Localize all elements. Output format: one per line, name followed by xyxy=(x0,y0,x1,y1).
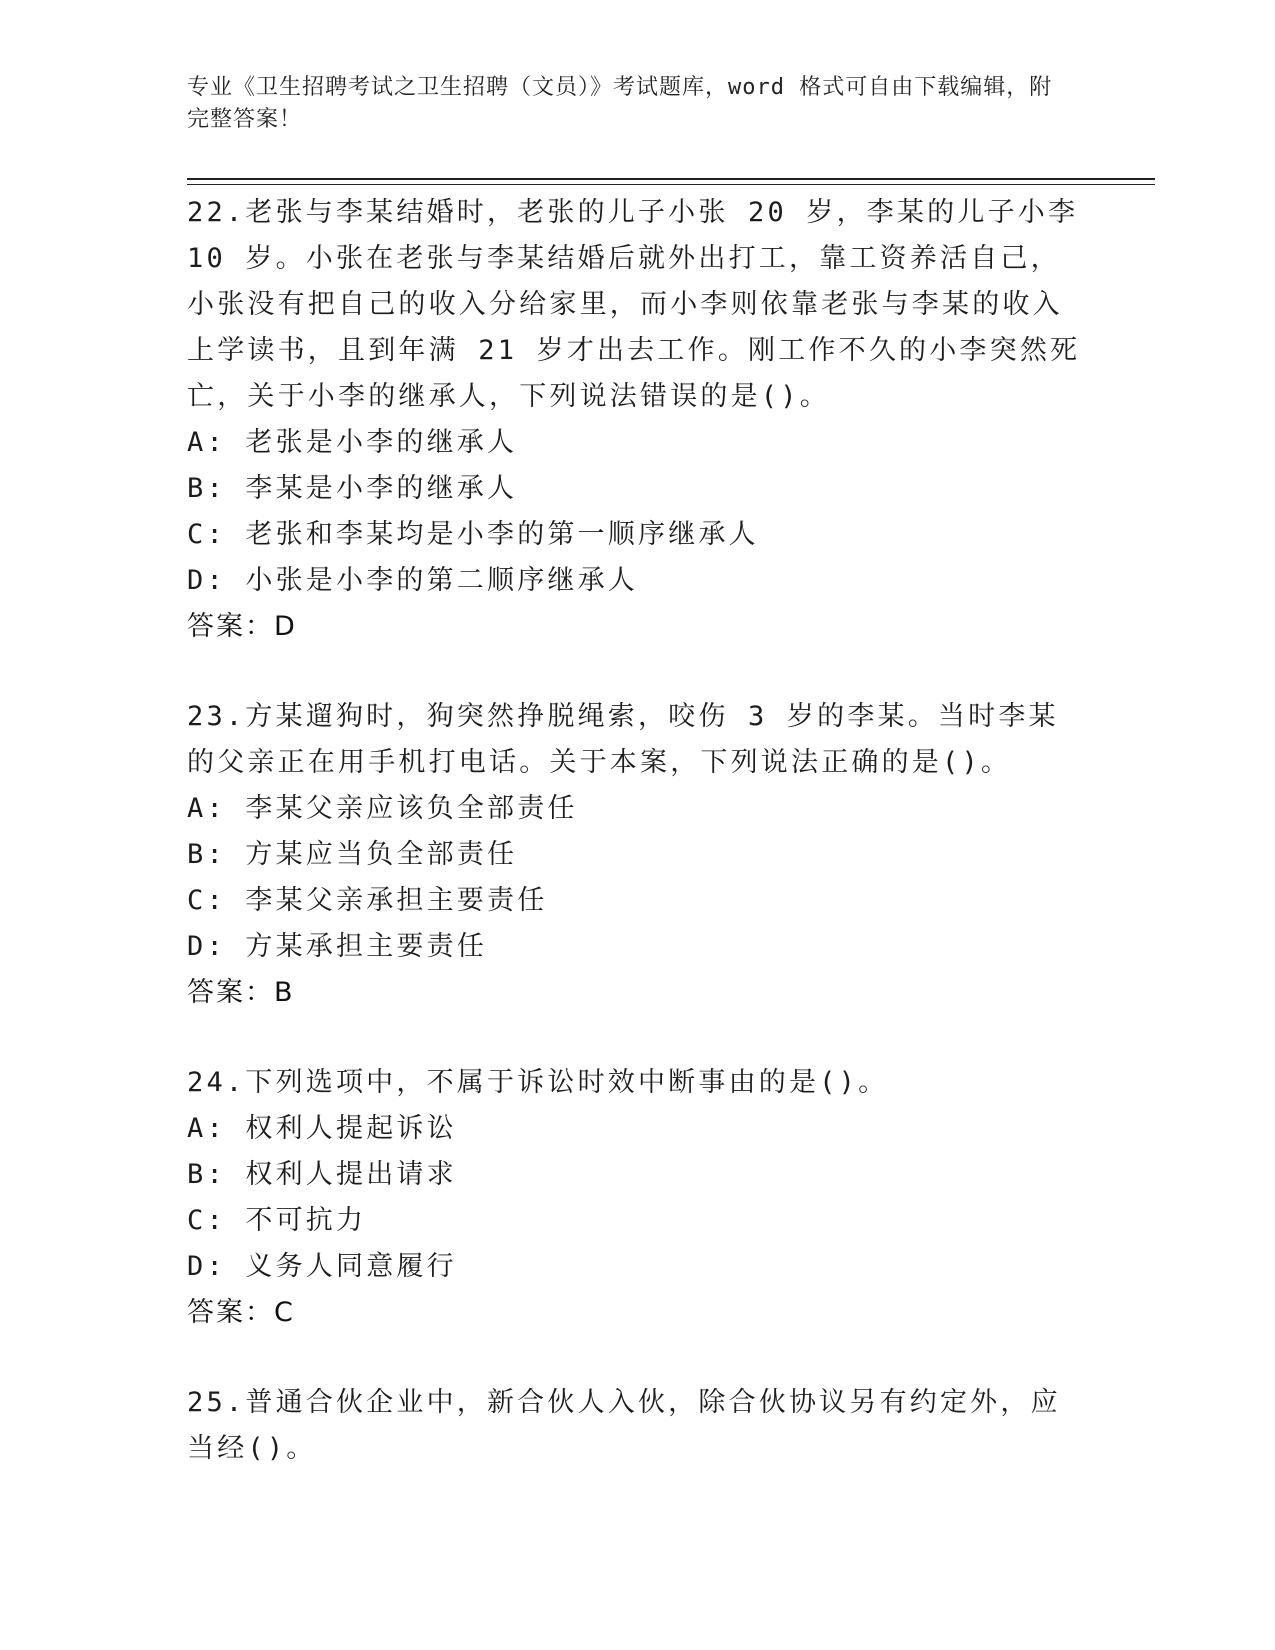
option-text: 方某应当负全部责任 xyxy=(245,839,518,870)
option-text: 不可抗力 xyxy=(245,1205,367,1236)
option-key: C: xyxy=(187,885,226,916)
option-text: 权利人提出请求 xyxy=(245,1159,457,1190)
question-stem: 24.下列选项中，不属于诉讼时效中断事由的是()。 xyxy=(187,1067,889,1098)
answer-line: 答案：C xyxy=(187,1297,295,1328)
option-d xyxy=(187,558,1087,604)
option-key: A: xyxy=(187,1113,226,1144)
option-c xyxy=(187,512,1087,558)
option-d xyxy=(187,924,1087,970)
option-text: 老张是小李的继承人 xyxy=(245,427,518,458)
option-text: 李某父亲承担主要责任 xyxy=(245,885,548,916)
option-key: D: xyxy=(187,1251,226,1282)
option-text: 权利人提起诉讼 xyxy=(245,1113,457,1144)
option-key: A: xyxy=(187,793,226,824)
question-24 xyxy=(187,1060,1087,1336)
option-c xyxy=(187,878,1087,924)
question-25 xyxy=(187,1380,1087,1472)
option-b xyxy=(187,1152,1087,1198)
option-key: B: xyxy=(187,1159,226,1190)
option-key: B: xyxy=(187,839,226,870)
option-b xyxy=(187,466,1087,512)
option-key: C: xyxy=(187,1205,226,1236)
option-key: C: xyxy=(187,519,226,550)
option-key: B: xyxy=(187,473,226,504)
answer-line: 答案：B xyxy=(187,977,295,1008)
question-23 xyxy=(187,694,1087,1016)
option-text: 义务人同意履行 xyxy=(245,1251,457,1282)
option-key: A: xyxy=(187,427,226,458)
option-a xyxy=(187,420,1087,466)
option-text: 老张和李某均是小李的第一顺序继承人 xyxy=(245,519,759,550)
option-b xyxy=(187,832,1087,878)
question-stem: 23.方某遛狗时，狗突然挣脱绳索，咬伤 3 岁的李某。当时李某的父亲正在用手机打电话。关于本案，下列说法正确的是()。 xyxy=(187,701,1059,778)
header-rule-thin xyxy=(187,184,1155,185)
question-22 xyxy=(187,190,1087,650)
document-header: 专业《卫生招聘考试之卫生招聘（文员）》考试题库，word 格式可自由下载编辑，附完整答案！ xyxy=(187,75,1053,132)
question-stem: 22.老张与李某结婚时，老张的儿子小张 20 岁，李某的儿子小李 10 岁。小张在老张与李某结婚后就外出打工，靠工资养活自己，小张没有把自己的收入分给家里，而小李则依靠老张与李某的收入上学读书，且到年满 21 岁才出去工作。刚工作不久的小李突然死亡，关于小李的继承人，下列说法错误的是()。 xyxy=(187,197,1081,412)
answer-line: 答案：D xyxy=(187,611,297,642)
option-c xyxy=(187,1198,1087,1244)
option-text: 李某是小李的继承人 xyxy=(245,473,518,504)
option-a xyxy=(187,1106,1087,1152)
question-list xyxy=(187,190,1087,1516)
header-rule-thick xyxy=(187,178,1155,180)
option-key: D: xyxy=(187,931,226,962)
option-d xyxy=(187,1244,1087,1290)
option-text: 方某承担主要责任 xyxy=(245,931,487,962)
option-text: 李某父亲应该负全部责任 xyxy=(245,793,578,824)
option-key: D: xyxy=(187,565,226,596)
option-a xyxy=(187,786,1087,832)
option-text: 小张是小李的第二顺序继承人 xyxy=(245,565,638,596)
question-stem: 25.普通合伙企业中，新合伙人入伙，除合伙协议另有约定外，应当经()。 xyxy=(187,1387,1061,1464)
